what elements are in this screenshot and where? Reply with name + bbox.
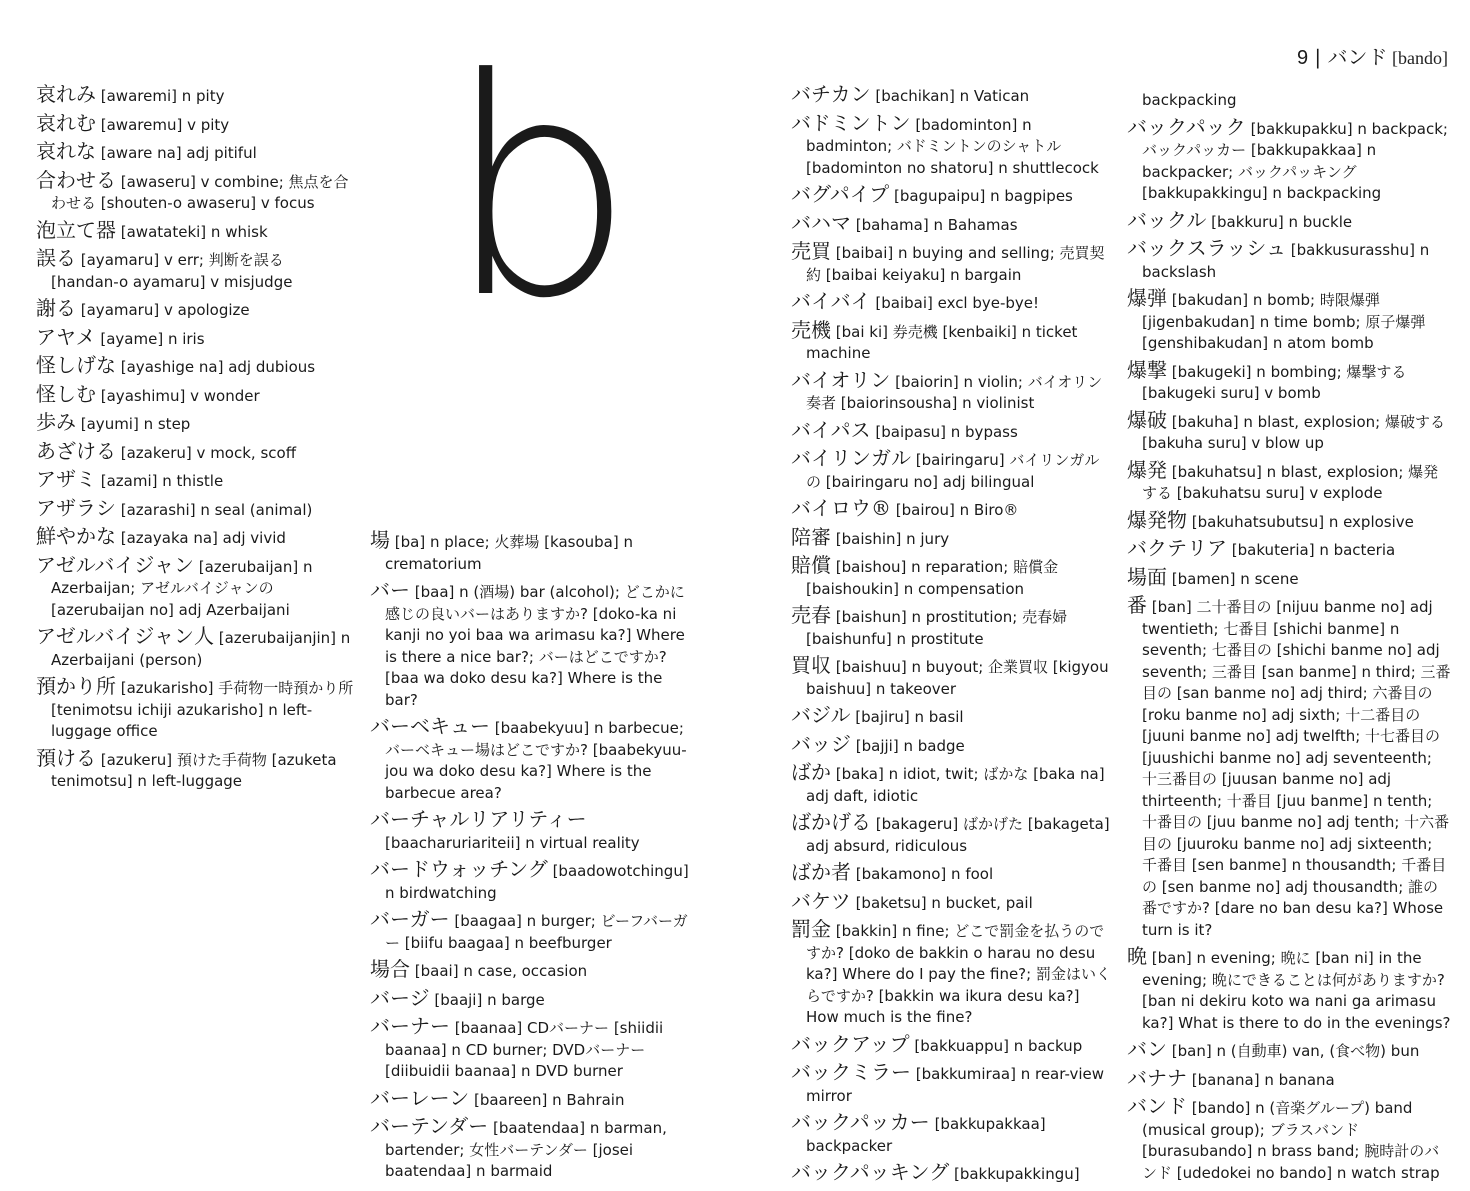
entry-definition: [ayashimu] v wonder bbox=[96, 386, 260, 405]
entry-headword: アゼルバイジャン bbox=[36, 552, 194, 577]
entry-definition: [bai ki] 券売機 [kenbaiki] n ticket machine bbox=[806, 322, 1078, 362]
dictionary-entry bbox=[791, 705, 1113, 729]
dictionary-entry bbox=[36, 676, 356, 743]
dictionary-entry bbox=[791, 812, 1113, 857]
entry-headword: ばか者 bbox=[791, 860, 851, 884]
entry-headword: 爆撃 bbox=[1127, 357, 1167, 382]
entry-definition: [ayashige na] adj dubious bbox=[116, 358, 316, 376]
entry-headword: バッジ bbox=[791, 731, 851, 756]
dictionary-entry bbox=[370, 985, 692, 1012]
entry-headword: バーガー bbox=[370, 907, 450, 931]
dictionary-entry bbox=[1127, 564, 1451, 591]
entry-definition: [azukeru] 預けた手荷物 [azuketa tenimotsu] n left-luggage bbox=[51, 750, 337, 790]
entry-headword: 爆発物 bbox=[1127, 507, 1187, 532]
dictionary-entry bbox=[36, 248, 356, 293]
dictionary-column-2 bbox=[370, 530, 692, 1188]
dictionary-entry bbox=[1127, 357, 1451, 405]
entry-headword: あざける bbox=[36, 438, 116, 463]
entry-headword: 預かり所 bbox=[36, 674, 116, 698]
dictionary-entry bbox=[1127, 88, 1451, 112]
dictionary-entry bbox=[791, 417, 1113, 444]
entry-definition: [ba] n place; 火葬場 [kasouba] n crematorium bbox=[385, 533, 633, 573]
entry-definition: [baishin] n jury bbox=[831, 529, 950, 548]
entry-headword: 陪審 bbox=[791, 524, 831, 549]
entry-headword: バクテリア bbox=[1127, 536, 1227, 560]
entry-definition: [badominton] n badminton; バドミントンのシャトル [badominton no shatoru] n shuttlecock bbox=[806, 115, 1099, 177]
dictionary-entry bbox=[36, 141, 356, 165]
entry-headword: バン bbox=[1127, 1037, 1167, 1061]
dictionary-column-1 bbox=[36, 84, 356, 798]
entry-definition: [bakuteria] n bacteria bbox=[1227, 541, 1396, 559]
dictionary-entry bbox=[36, 355, 356, 379]
dictionary-entry bbox=[370, 959, 692, 983]
dictionary-entry bbox=[791, 655, 1113, 700]
entry-headword: バイパス bbox=[791, 417, 871, 442]
entry-definition: [ayame] n iris bbox=[95, 329, 205, 348]
entry-definition: [ban] 二十番目の [nijuu banme no] adj twentieth; 七番目 [shichi banme] n seventh; 七番目の [shichi banme no] adj seventh; 三番目 [san banme] n third; 三番目の [san banme no] adj third; 六番目の [roku banme no] adj sixth; 十二番目の [juuni banme no] adj twelfth; 十七番目の [juushichi banme no] adj seventeenth; 十三番目の [juusan banme no] adj thirteenth; 十番目 [juu banme] n tenth; 十番目の [juu banme no] adj tenth; 十六番目の [juuroku banme no] adj sixteenth; 千番目 [sen banme] n thousandth; 千番目の [sen banme no] adj thousandth; 誰の番ですか? [dare no ban desu ka?] Whose turn is it? bbox=[1142, 598, 1451, 939]
entry-definition: [baacharuriariteii] n virtual reality bbox=[385, 833, 640, 852]
entry-headword: 哀れみ bbox=[36, 82, 96, 106]
entry-definition: [baipasu] n bypass bbox=[870, 422, 1018, 441]
dictionary-entry bbox=[1127, 238, 1451, 283]
entry-headword: バーベキュー bbox=[370, 714, 490, 738]
entry-headword: 晩 bbox=[1127, 944, 1147, 968]
entry-headword: バイロウ® bbox=[791, 496, 891, 520]
entry-definition: [bakugeki] n bombing; 爆撃する [bakugeki suru] v bomb bbox=[1142, 362, 1407, 402]
entry-headword: 鮮やかな bbox=[36, 524, 116, 548]
entry-headword: アヤメ bbox=[36, 324, 96, 349]
entry-definition: [banana] n banana bbox=[1187, 1070, 1335, 1089]
entry-headword: 爆弾 bbox=[1127, 286, 1167, 310]
dictionary-entry bbox=[36, 167, 356, 215]
entry-headword: バーチャルリアリティー bbox=[370, 807, 587, 831]
entry-headword: バックル bbox=[1127, 207, 1207, 232]
entry-headword: 場 bbox=[370, 528, 390, 552]
entry-definition: [baibai] n buying and selling; 売買契約 [baibai keiyaku] n bargain bbox=[806, 244, 1105, 284]
entry-headword: 歩み bbox=[36, 410, 76, 434]
entry-headword: バイバイ bbox=[791, 289, 871, 313]
entry-definition: [bakkupakku] n backpack; バックパッカー [bakkupakkaa] n backpacker; バックパッキング [bakkupakkingu] n backpacking bbox=[1142, 119, 1448, 202]
dictionary-entry bbox=[36, 438, 356, 465]
entry-headword: バックスラッシュ bbox=[1127, 236, 1286, 260]
header-separator: | bbox=[1308, 45, 1328, 69]
entry-definition: [bakudan] n bomb; 時限爆弾 [jigenbakudan] n time bomb; 原子爆弾 [genshibakudan] n atom bomb bbox=[1142, 291, 1426, 352]
dictionary-entry bbox=[370, 530, 692, 575]
entry-definition: [bakuhatsubutsu] n explosive bbox=[1187, 512, 1414, 531]
entry-definition: [baaji] n barge bbox=[429, 990, 545, 1009]
dictionary-entry bbox=[791, 1162, 1113, 1186]
entry-definition: [bachikan] n Vatican bbox=[870, 87, 1030, 105]
entry-definition: [baka] n idiot, twit; ばかな [baka na] adj daft, idiotic bbox=[806, 765, 1105, 805]
page-number: 9 bbox=[1296, 47, 1309, 69]
entry-definition: [baibai] excl bye-bye! bbox=[870, 294, 1040, 312]
entry-definition: [bakageru] ばかげた [bakageta] adj absurd, ridiculous bbox=[806, 815, 1110, 855]
dictionary-entry bbox=[36, 381, 356, 408]
entry-headword: バチカン bbox=[791, 82, 871, 106]
entry-definition: [bakkin] n fine; どこで罰金を払うのですか? [doko de bakkin o harau no desu ka?] Where do I pay the fine?; 罰金はいくらですか? [bakkin wa ikura desu ka?] How much is the fine? bbox=[806, 922, 1111, 1026]
entry-definition: [bakkupakkaa] backpacker bbox=[806, 1115, 1046, 1155]
dictionary-entry bbox=[1127, 1065, 1451, 1092]
dictionary-entry bbox=[36, 84, 356, 108]
entry-headword: バックアップ bbox=[791, 1031, 910, 1056]
entry-definition: [baishuu] n buyout; 企業買収 [kigyou baishuu] n takeover bbox=[806, 658, 1109, 698]
dictionary-entry bbox=[791, 862, 1113, 886]
entry-definition: [baareen] n Bahrain bbox=[469, 1090, 625, 1109]
entry-definition: [bahama] n Bahamas bbox=[851, 215, 1018, 234]
entry-headword: 買収 bbox=[791, 653, 831, 677]
entry-headword: 売買 bbox=[791, 239, 831, 263]
dictionary-entry bbox=[791, 210, 1113, 237]
dictionary-entry bbox=[1127, 1039, 1451, 1063]
entry-headword: 場合 bbox=[370, 957, 410, 981]
entry-headword: バーナー bbox=[370, 1014, 450, 1038]
entry-definition: [bakuha] n blast, explosion; 爆破する [bakuha suru] v blow up bbox=[1142, 412, 1445, 452]
entry-headword: バイオリン bbox=[791, 367, 891, 392]
entry-definition: [azakeru] v mock, scoff bbox=[116, 443, 297, 462]
entry-headword: 売春 bbox=[791, 603, 831, 627]
dictionary-entry bbox=[370, 909, 692, 954]
dictionary-entry bbox=[370, 580, 692, 711]
dictionary-entry bbox=[370, 859, 692, 904]
entry-definition: [ayumi] n step bbox=[76, 415, 191, 433]
entry-headword: 誤る bbox=[36, 246, 76, 270]
entry-definition: [awatateki] n whisk bbox=[116, 222, 268, 241]
entry-definition: [bajiru] n basil bbox=[850, 708, 964, 726]
entry-headword: 謝る bbox=[36, 296, 76, 320]
entry-definition: [azami] n thistle bbox=[96, 472, 224, 490]
dictionary-entry bbox=[1127, 207, 1451, 234]
entry-definition: [bagupaipu] n bagpipes bbox=[889, 187, 1073, 205]
dictionary-entry bbox=[36, 469, 356, 493]
dictionary-entry bbox=[791, 1112, 1113, 1157]
entry-headword: バードウォッチング bbox=[370, 857, 548, 881]
entry-headword: バックパッキング bbox=[791, 1160, 950, 1184]
entry-headword: 哀れな bbox=[36, 139, 96, 163]
entry-definition: [azerubaijanjin] n Azerbaijani (person) bbox=[51, 629, 351, 669]
entry-headword: ばかげる bbox=[791, 810, 871, 834]
dictionary-entry bbox=[36, 110, 356, 137]
entry-definition: [azayaka na] adj vivid bbox=[116, 529, 286, 547]
entry-definition: [azukarisho] 手荷物一時預かり所 [tenimotsu ichiji azukarisho] n left-luggage office bbox=[51, 679, 354, 740]
entry-headword: アゼルバイジャン人 bbox=[36, 624, 214, 648]
entry-definition: [baadowotchingu] n birdwatching bbox=[385, 862, 689, 902]
dictionary-entry bbox=[791, 524, 1113, 551]
dictionary-entry bbox=[1127, 288, 1451, 355]
entry-definition: [awaremu] v pity bbox=[96, 115, 230, 134]
entry-definition: [bakkuappu] n backup bbox=[909, 1036, 1083, 1055]
entry-headword: 場面 bbox=[1127, 564, 1167, 589]
entry-headword: 怪しむ bbox=[36, 381, 96, 406]
dictionary-entry bbox=[1127, 1096, 1451, 1184]
dictionary-entry bbox=[36, 324, 356, 351]
dictionary-entry bbox=[36, 745, 356, 793]
entry-headword: 怪しげな bbox=[36, 353, 116, 377]
entry-headword: アザミ bbox=[36, 467, 96, 491]
entry-definition: [bamen] n scene bbox=[1167, 569, 1299, 588]
header-reading: [bando] bbox=[1387, 48, 1448, 68]
entry-definition: [bajji] n badge bbox=[851, 736, 965, 755]
dictionary-entry bbox=[791, 762, 1113, 807]
entry-definition: [baishun] n prostitution; 売春婦 [baishunfu] n prostitute bbox=[806, 608, 1068, 648]
dictionary-entry bbox=[1127, 595, 1451, 941]
entry-headword: バジル bbox=[791, 703, 851, 727]
dictionary-column-3 bbox=[791, 84, 1113, 1191]
section-letter: b bbox=[444, 15, 636, 364]
entry-definition: [baanaa] CDバーナー [shiidii baanaa] n CD burner; DVDバーナー [diibuidii baanaa] n DVD burner bbox=[385, 1019, 664, 1080]
entry-definition: [baagaa] n burger; ビーフバーガー [biifu baagaa] n beefburger bbox=[385, 912, 688, 952]
dictionary-entry bbox=[36, 412, 356, 436]
entry-headword: バグパイプ bbox=[791, 182, 890, 206]
dictionary-entry bbox=[1127, 457, 1451, 505]
dictionary-entry bbox=[370, 1016, 692, 1083]
entry-definition: [baatendaa] n barman, bartender; 女性バーテンダー [josei baatendaa] n barmaid bbox=[385, 1119, 667, 1180]
entry-headword: バハマ bbox=[791, 210, 851, 235]
entry-headword: バンド bbox=[1127, 1094, 1187, 1118]
entry-definition: [aware na] adj pitiful bbox=[96, 144, 257, 162]
entry-headword: 泡立て器 bbox=[36, 217, 116, 242]
entry-headword: バックミラー bbox=[791, 1060, 911, 1084]
entry-headword: バージ bbox=[370, 985, 430, 1010]
dictionary-entry bbox=[791, 317, 1113, 365]
entry-headword: バーレーン bbox=[370, 1085, 470, 1110]
entry-definition: [baabekyuu] n barbecue; バーベキュー場はどこですか? [baabekyuu-jou wa doko desu ka?] Where is the barbecue area? bbox=[385, 719, 687, 802]
entry-headword: バドミントン bbox=[791, 110, 911, 135]
entry-headword: 哀れむ bbox=[36, 110, 96, 135]
dictionary-entry bbox=[791, 555, 1113, 600]
dictionary-entry bbox=[791, 291, 1113, 315]
dictionary-entry bbox=[1127, 946, 1451, 1034]
dictionary-entry bbox=[1127, 538, 1451, 562]
dictionary-entry bbox=[791, 241, 1113, 286]
dictionary-entry bbox=[370, 1085, 692, 1112]
dictionary-column-4 bbox=[1127, 88, 1451, 1189]
dictionary-entry bbox=[1127, 507, 1451, 534]
entry-definition: [baiorin] n violin; バイオリン奏者 [baiorinsousha] n violinist bbox=[806, 372, 1103, 412]
dictionary-entry bbox=[370, 716, 692, 804]
entry-headword: バイリンガル bbox=[791, 446, 911, 470]
entry-definition: [bairou] n Biro® bbox=[891, 501, 1019, 519]
header-headword: バンド bbox=[1327, 45, 1388, 69]
entry-definition: [baai] n case, occasion bbox=[410, 962, 588, 980]
entry-headword: バナナ bbox=[1127, 1065, 1187, 1090]
entry-headword: 爆発 bbox=[1127, 457, 1167, 482]
entry-headword: バックパッカー bbox=[791, 1110, 930, 1134]
dictionary-entry bbox=[791, 84, 1113, 108]
entry-definition: [bakkupakkingu] bbox=[949, 1165, 1080, 1183]
entry-definition: [ban] n (自動車) van, (食べ物) bun bbox=[1167, 1042, 1420, 1060]
entry-definition: [bakuhatsu] n blast, explosion; 爆発する [bakuhatsu suru] v explode bbox=[1142, 462, 1439, 502]
dictionary-entry bbox=[791, 919, 1113, 1029]
entry-definition: [azerubaijan] n Azerbaijan; アゼルバイジャンの [azerubaijan no] adj Azerbaijani bbox=[51, 557, 313, 619]
entry-definition: [bakkusurasshu] n backslash bbox=[1142, 241, 1430, 281]
entry-headword: バックパック bbox=[1127, 114, 1246, 139]
dictionary-entry bbox=[36, 626, 356, 671]
dictionary-entry bbox=[36, 526, 356, 550]
dictionary-entry bbox=[791, 448, 1113, 493]
entry-headword: 罰金 bbox=[791, 917, 831, 941]
dictionary-entry bbox=[791, 110, 1113, 180]
entry-headword: 賠償 bbox=[791, 553, 831, 577]
page-header bbox=[1297, 44, 1448, 71]
entry-definition: [bakamono] n fool bbox=[851, 865, 994, 883]
entry-definition: [baa] n (酒場) bar (alcohol); どこかに感じの良いバーはありますか? [doko-ka ni kanji no yoi baa wa arimasu ka?] Where is there a nice bar?; バーはどこですか? [baa wa doko desu ka?] Where is the bar? bbox=[385, 583, 685, 709]
entry-definition: [ban] n evening; 晩に [ban ni] in the evening; 晩にできることは何がありますか? [ban ni dekiru koto wa nani ga arimasu ka?] What is there to do in the evenings? bbox=[1142, 949, 1451, 1032]
entry-definition: [baketsu] n bucket, pail bbox=[850, 893, 1033, 912]
entry-headword: ばか bbox=[791, 760, 831, 784]
entry-headword: バーテンダー bbox=[370, 1114, 489, 1138]
entry-definition: backpacking bbox=[1142, 91, 1237, 109]
dictionary-entry bbox=[791, 184, 1113, 208]
entry-definition: [baishou] n reparation; 賠償金 [baishoukin] n compensation bbox=[806, 558, 1059, 598]
dictionary-entry bbox=[791, 605, 1113, 650]
entry-headword: バケツ bbox=[791, 888, 851, 913]
entry-definition: [awaseru] v combine; 焦点を合わせる [shouten-o awaseru] v focus bbox=[51, 172, 349, 212]
entry-definition: [ayamaru] v apologize bbox=[76, 301, 250, 319]
entry-headword: 合わせる bbox=[36, 167, 116, 192]
dictionary-entry bbox=[1127, 407, 1451, 455]
dictionary-entry bbox=[1127, 114, 1451, 205]
entry-definition: [bando] n (音楽グループ) band (musical group); ブラスバンド [burasubando] n brass band; 腕時計のバンド [udedokei no bando] n watch strap bbox=[1142, 1099, 1440, 1182]
dictionary-entry bbox=[36, 298, 356, 322]
dictionary-entry bbox=[791, 1062, 1113, 1107]
entry-definition: [bakkumiraa] n rear-view mirror bbox=[806, 1065, 1104, 1105]
entry-definition: [bairingaru] バイリンガルの [bairingaru no] adj bilingual bbox=[806, 451, 1100, 491]
entry-headword: アザラシ bbox=[36, 495, 116, 520]
dictionary-entry bbox=[791, 498, 1113, 522]
dictionary-entry bbox=[791, 731, 1113, 758]
dictionary-entry bbox=[370, 809, 692, 854]
dictionary-entry bbox=[36, 217, 356, 244]
entry-definition: [awaremi] n pity bbox=[96, 87, 225, 105]
entry-definition: [ayamaru] v err; 判断を誤る [handan-o ayamaru] v misjudge bbox=[51, 251, 293, 291]
dictionary-entry bbox=[791, 1031, 1113, 1058]
entry-headword: 預ける bbox=[36, 745, 96, 770]
dictionary-entry bbox=[370, 1116, 692, 1183]
entry-definition: [azarashi] n seal (animal) bbox=[116, 500, 313, 519]
dictionary-entry bbox=[36, 552, 356, 622]
dictionary-entry bbox=[791, 367, 1113, 415]
entry-definition: [bakkuru] n buckle bbox=[1206, 212, 1353, 231]
entry-headword: バー bbox=[370, 578, 410, 602]
entry-headword: 爆破 bbox=[1127, 407, 1167, 432]
dictionary-entry bbox=[791, 888, 1113, 915]
entry-headword: 番 bbox=[1127, 593, 1147, 617]
dictionary-entry bbox=[36, 495, 356, 522]
entry-headword: 売機 bbox=[791, 317, 831, 342]
